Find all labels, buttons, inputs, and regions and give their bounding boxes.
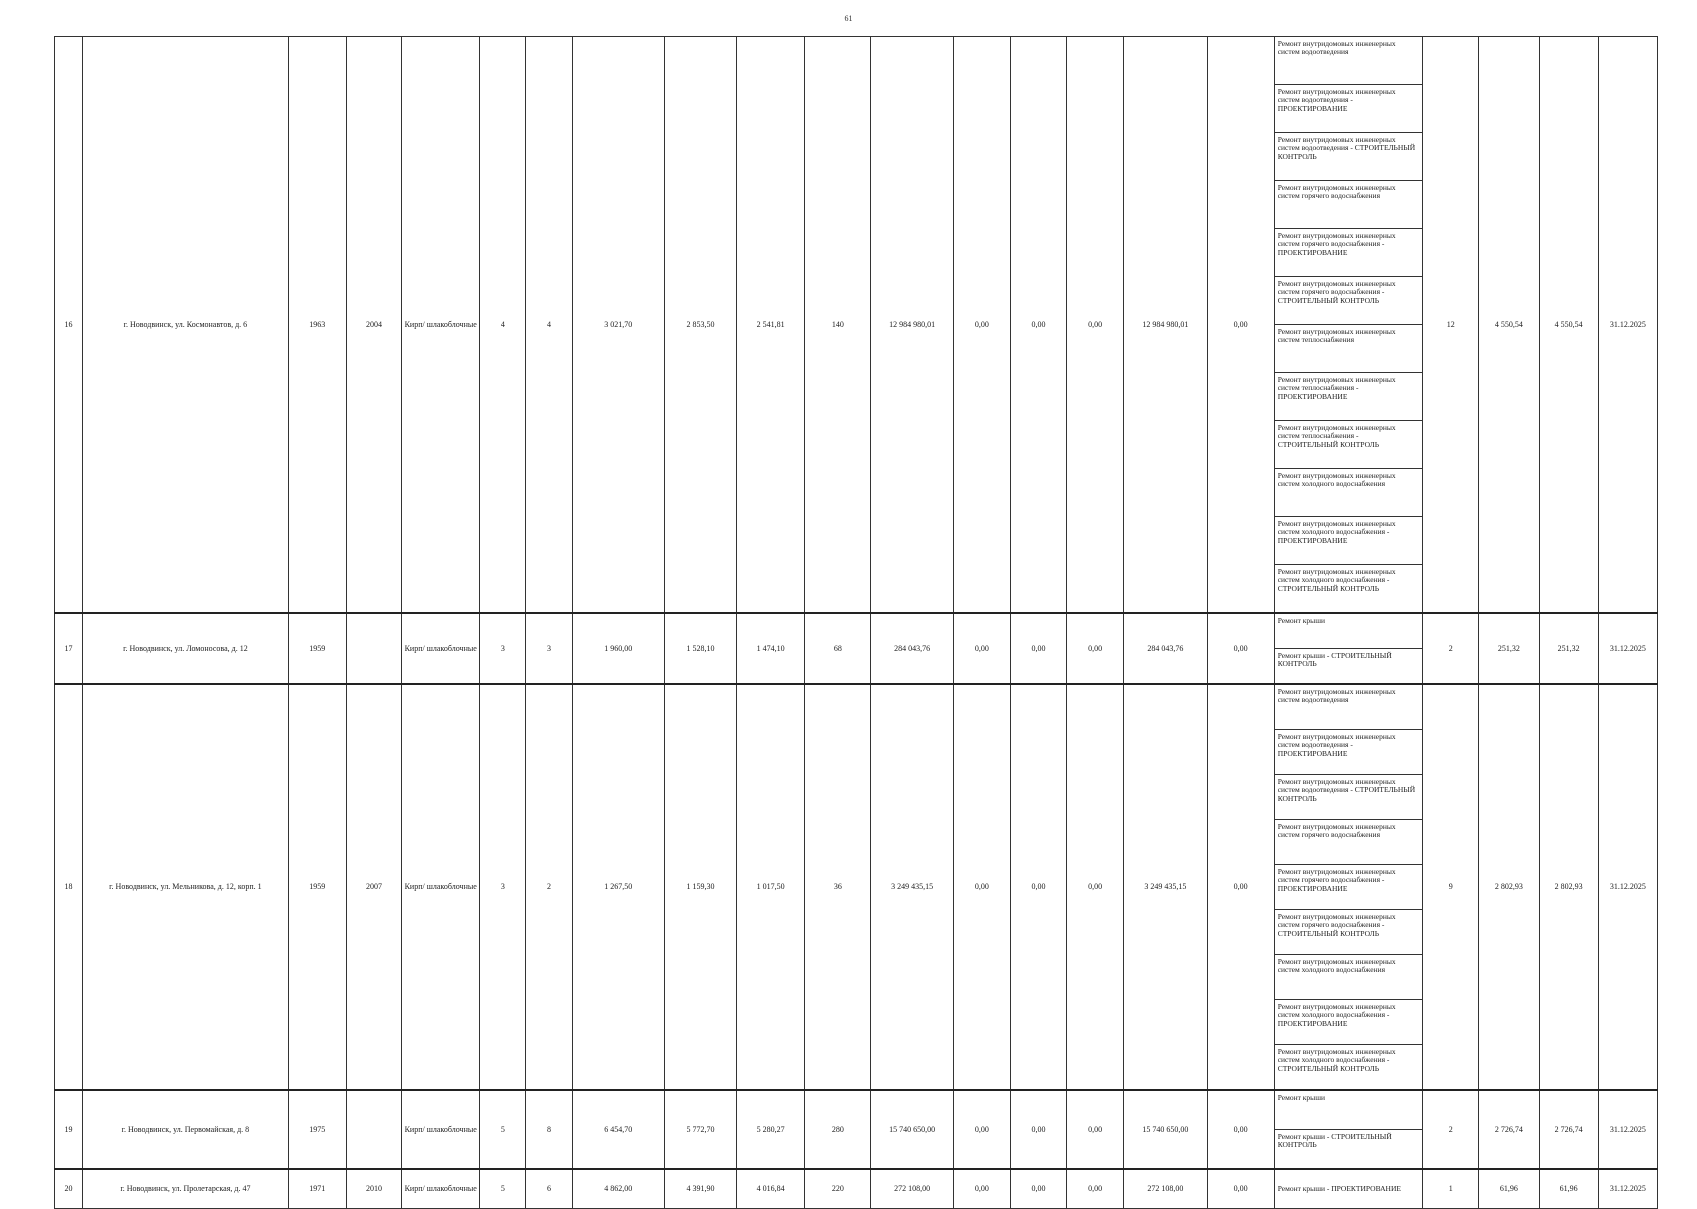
cell-residents: 220 <box>805 1169 871 1209</box>
cell-cost-owners: 3 249 435,15 <box>1124 684 1207 1090</box>
cell-cost-total: 284 043,76 <box>871 613 953 684</box>
cell-area-rooms: 1 159,30 <box>664 684 736 1090</box>
cell-floors: 3 <box>480 613 526 684</box>
cell-work-item: Ремонт внутридомовых инженерных систем водоотведения - СТРОИТЕЛЬНЫЙ КОНТРОЛЬ <box>1274 133 1422 181</box>
cell-total-area: 1 267,50 <box>572 684 664 1090</box>
cell-address: г. Новодвинск, ул. Космонавтов, д. 6 <box>83 37 289 614</box>
cell-work-item: Ремонт внутридомовых инженерных систем теплоснабжения - СТРОИТЕЛЬНЫЙ КОНТРОЛЬ <box>1274 421 1422 469</box>
cell-work-item: Ремонт внутридомовых инженерных систем горячего водоснабжения - СТРОИТЕЛЬНЫЙ КОНТРОЛЬ <box>1274 910 1422 955</box>
cell-unit-cost-limit: 61,96 <box>1539 1169 1598 1209</box>
cell-work-item: Ремонт крыши <box>1274 1090 1422 1130</box>
cell-unit-cost: 61,96 <box>1479 1169 1539 1209</box>
cell-cost-local: 0,00 <box>1067 1090 1124 1169</box>
cell-work-item: Ремонт внутридомовых инженерных систем холодного водоснабжения <box>1274 955 1422 1000</box>
cell-area-living: 2 541,81 <box>737 37 805 614</box>
table-row <box>55 1169 1658 1209</box>
cell-area-rooms: 1 528,10 <box>664 613 736 684</box>
cell-area-living: 1 474,10 <box>737 613 805 684</box>
cell-unit-cost: 2 726,74 <box>1479 1090 1539 1169</box>
cell-cost-local: 0,00 <box>1067 37 1124 614</box>
cell-deadline: 31.12.2025 <box>1598 684 1657 1090</box>
cell-wall-material: Кирп/ шлакоблочные <box>402 1090 480 1169</box>
cell-year-repair: 2007 <box>346 684 401 1090</box>
cell-work-item: Ремонт внутридомовых инженерных систем водоотведения - ПРОЕКТИРОВАНИЕ <box>1274 730 1422 775</box>
cell-unit-cost-limit: 2 802,93 <box>1539 684 1598 1090</box>
table-body <box>55 37 1658 1209</box>
cell-wall-material: Кирп/ шлакоблочные <box>402 37 480 614</box>
cell-work-item: Ремонт внутридомовых инженерных систем горячего водоснабжения - ПРОЕКТИРОВАНИЕ <box>1274 865 1422 910</box>
cell-cost-other: 0,00 <box>1207 37 1274 614</box>
cell-cost-region: 0,00 <box>1010 37 1066 614</box>
cell-floors: 5 <box>480 1090 526 1169</box>
cell-cost-other: 0,00 <box>1207 1169 1274 1209</box>
cell-cost-other: 0,00 <box>1207 1090 1274 1169</box>
cell-year-built: 1959 <box>288 613 346 684</box>
cell-year-repair <box>346 1090 401 1169</box>
table-row <box>55 684 1658 730</box>
cell-deadline: 31.12.2025 <box>1598 613 1657 684</box>
cell-work-item: Ремонт крыши - ПРОЕКТИРОВАНИЕ <box>1274 1169 1422 1209</box>
cell-entrances: 4 <box>526 37 572 614</box>
cell-address: г. Новодвинск, ул. Мельникова, д. 12, корп. 1 <box>83 684 289 1090</box>
page-number: 61 <box>844 14 853 23</box>
cell-address: г. Новодвинск, ул. Ломоносова, д. 12 <box>83 613 289 684</box>
cell-cost-region: 0,00 <box>1010 684 1066 1090</box>
cell-residents: 140 <box>805 37 871 614</box>
cell-cost-total: 3 249 435,15 <box>871 684 953 1090</box>
table-row <box>55 613 1658 649</box>
cell-entrances: 8 <box>526 1090 572 1169</box>
cell-work-count: 1 <box>1423 1169 1479 1209</box>
cell-num: 20 <box>55 1169 83 1209</box>
cell-unit-cost: 4 550,54 <box>1479 37 1539 614</box>
cell-work-item: Ремонт внутридомовых инженерных систем горячего водоснабжения - ПРОЕКТИРОВАНИЕ <box>1274 229 1422 277</box>
cell-area-rooms: 2 853,50 <box>664 37 736 614</box>
cell-unit-cost: 2 802,93 <box>1479 684 1539 1090</box>
cell-area-living: 4 016,84 <box>737 1169 805 1209</box>
cell-work-item: Ремонт внутридомовых инженерных систем теплоснабжения - ПРОЕКТИРОВАНИЕ <box>1274 373 1422 421</box>
cell-cost-fund: 0,00 <box>953 1090 1010 1169</box>
cell-num: 16 <box>55 37 83 614</box>
cell-wall-material: Кирп/ шлакоблочные <box>402 1169 480 1209</box>
cell-year-built: 1971 <box>288 1169 346 1209</box>
cell-cost-owners: 12 984 980,01 <box>1124 37 1207 614</box>
cell-cost-region: 0,00 <box>1010 1090 1066 1169</box>
cell-work-item: Ремонт внутридомовых инженерных систем холодного водоснабжения <box>1274 469 1422 517</box>
cell-entrances: 2 <box>526 684 572 1090</box>
cell-entrances: 3 <box>526 613 572 684</box>
cell-work-item: Ремонт внутридомовых инженерных систем горячего водоснабжения <box>1274 181 1422 229</box>
cell-total-area: 1 960,00 <box>572 613 664 684</box>
cell-area-living: 5 280,27 <box>737 1090 805 1169</box>
cell-cost-total: 12 984 980,01 <box>871 37 953 614</box>
cell-num: 18 <box>55 684 83 1090</box>
capital-repair-table <box>54 36 1658 1209</box>
cell-work-item: Ремонт внутридомовых инженерных систем теплоснабжения <box>1274 325 1422 373</box>
cell-area-rooms: 4 391,90 <box>664 1169 736 1209</box>
cell-year-built: 1963 <box>288 37 346 614</box>
cell-cost-fund: 0,00 <box>953 684 1010 1090</box>
cell-year-repair: 2004 <box>346 37 401 614</box>
cell-work-item: Ремонт внутридомовых инженерных систем горячего водоснабжения <box>1274 820 1422 865</box>
cell-deadline: 31.12.2025 <box>1598 1169 1657 1209</box>
cell-floors: 3 <box>480 684 526 1090</box>
cell-unit-cost-limit: 2 726,74 <box>1539 1090 1598 1169</box>
cell-work-item: Ремонт крыши <box>1274 613 1422 649</box>
cell-work-item: Ремонт внутридомовых инженерных систем горячего водоснабжения - СТРОИТЕЛЬНЫЙ КОНТРОЛЬ <box>1274 277 1422 325</box>
cell-work-item: Ремонт внутридомовых инженерных систем холодного водоснабжения - СТРОИТЕЛЬНЫЙ КОНТРОЛЬ <box>1274 1045 1422 1091</box>
cell-year-repair <box>346 613 401 684</box>
cell-cost-fund: 0,00 <box>953 1169 1010 1209</box>
cell-address: г. Новодвинск, ул. Пролетарская, д. 47 <box>83 1169 289 1209</box>
cell-address: г. Новодвинск, ул. Первомайская, д. 8 <box>83 1090 289 1169</box>
cell-year-built: 1959 <box>288 684 346 1090</box>
cell-work-item: Ремонт внутридомовых инженерных систем водоотведения - СТРОИТЕЛЬНЫЙ КОНТРОЛЬ <box>1274 775 1422 820</box>
cell-cost-local: 0,00 <box>1067 684 1124 1090</box>
cell-work-item: Ремонт внутридомовых инженерных систем холодного водоснабжения - СТРОИТЕЛЬНЫЙ КОНТРОЛЬ <box>1274 565 1422 614</box>
table-row <box>55 37 1658 85</box>
cell-unit-cost-limit: 251,32 <box>1539 613 1598 684</box>
cell-cost-fund: 0,00 <box>953 613 1010 684</box>
cell-cost-total: 15 740 650,00 <box>871 1090 953 1169</box>
cell-work-item: Ремонт внутридомовых инженерных систем холодного водоснабжения - ПРОЕКТИРОВАНИЕ <box>1274 1000 1422 1045</box>
cell-cost-region: 0,00 <box>1010 1169 1066 1209</box>
cell-work-item: Ремонт внутридомовых инженерных систем холодного водоснабжения - ПРОЕКТИРОВАНИЕ <box>1274 517 1422 565</box>
cell-year-built: 1975 <box>288 1090 346 1169</box>
cell-work-item: Ремонт внутридомовых инженерных систем водоотведения <box>1274 37 1422 85</box>
cell-cost-local: 0,00 <box>1067 613 1124 684</box>
cell-unit-cost-limit: 4 550,54 <box>1539 37 1598 614</box>
cell-floors: 4 <box>480 37 526 614</box>
cell-cost-owners: 15 740 650,00 <box>1124 1090 1207 1169</box>
cell-cost-owners: 272 108,00 <box>1124 1169 1207 1209</box>
cell-work-count: 2 <box>1423 1090 1479 1169</box>
cell-cost-local: 0,00 <box>1067 1169 1124 1209</box>
cell-deadline: 31.12.2025 <box>1598 37 1657 614</box>
cell-num: 17 <box>55 613 83 684</box>
cell-total-area: 3 021,70 <box>572 37 664 614</box>
cell-year-repair: 2010 <box>346 1169 401 1209</box>
cell-floors: 5 <box>480 1169 526 1209</box>
cell-cost-fund: 0,00 <box>953 37 1010 614</box>
cell-residents: 36 <box>805 684 871 1090</box>
cell-unit-cost: 251,32 <box>1479 613 1539 684</box>
cell-cost-other: 0,00 <box>1207 684 1274 1090</box>
cell-work-count: 12 <box>1423 37 1479 614</box>
cell-entrances: 6 <box>526 1169 572 1209</box>
cell-cost-owners: 284 043,76 <box>1124 613 1207 684</box>
table-row <box>55 1090 1658 1130</box>
cell-residents: 68 <box>805 613 871 684</box>
cell-cost-region: 0,00 <box>1010 613 1066 684</box>
cell-cost-other: 0,00 <box>1207 613 1274 684</box>
cell-work-count: 2 <box>1423 613 1479 684</box>
cell-work-item: Ремонт крыши - СТРОИТЕЛЬНЫЙ КОНТРОЛЬ <box>1274 649 1422 685</box>
cell-wall-material: Кирп/ шлакоблочные <box>402 613 480 684</box>
cell-work-item: Ремонт внутридомовых инженерных систем водоотведения - ПРОЕКТИРОВАНИЕ <box>1274 85 1422 133</box>
cell-work-item: Ремонт внутридомовых инженерных систем водоотведения <box>1274 684 1422 730</box>
cell-num: 19 <box>55 1090 83 1169</box>
cell-area-living: 1 017,50 <box>737 684 805 1090</box>
cell-total-area: 4 862,00 <box>572 1169 664 1209</box>
cell-work-item: Ремонт крыши - СТРОИТЕЛЬНЫЙ КОНТРОЛЬ <box>1274 1130 1422 1170</box>
cell-residents: 280 <box>805 1090 871 1169</box>
cell-wall-material: Кирп/ шлакоблочные <box>402 684 480 1090</box>
cell-deadline: 31.12.2025 <box>1598 1090 1657 1169</box>
cell-cost-total: 272 108,00 <box>871 1169 953 1209</box>
cell-area-rooms: 5 772,70 <box>664 1090 736 1169</box>
cell-total-area: 6 454,70 <box>572 1090 664 1169</box>
cell-work-count: 9 <box>1423 684 1479 1090</box>
